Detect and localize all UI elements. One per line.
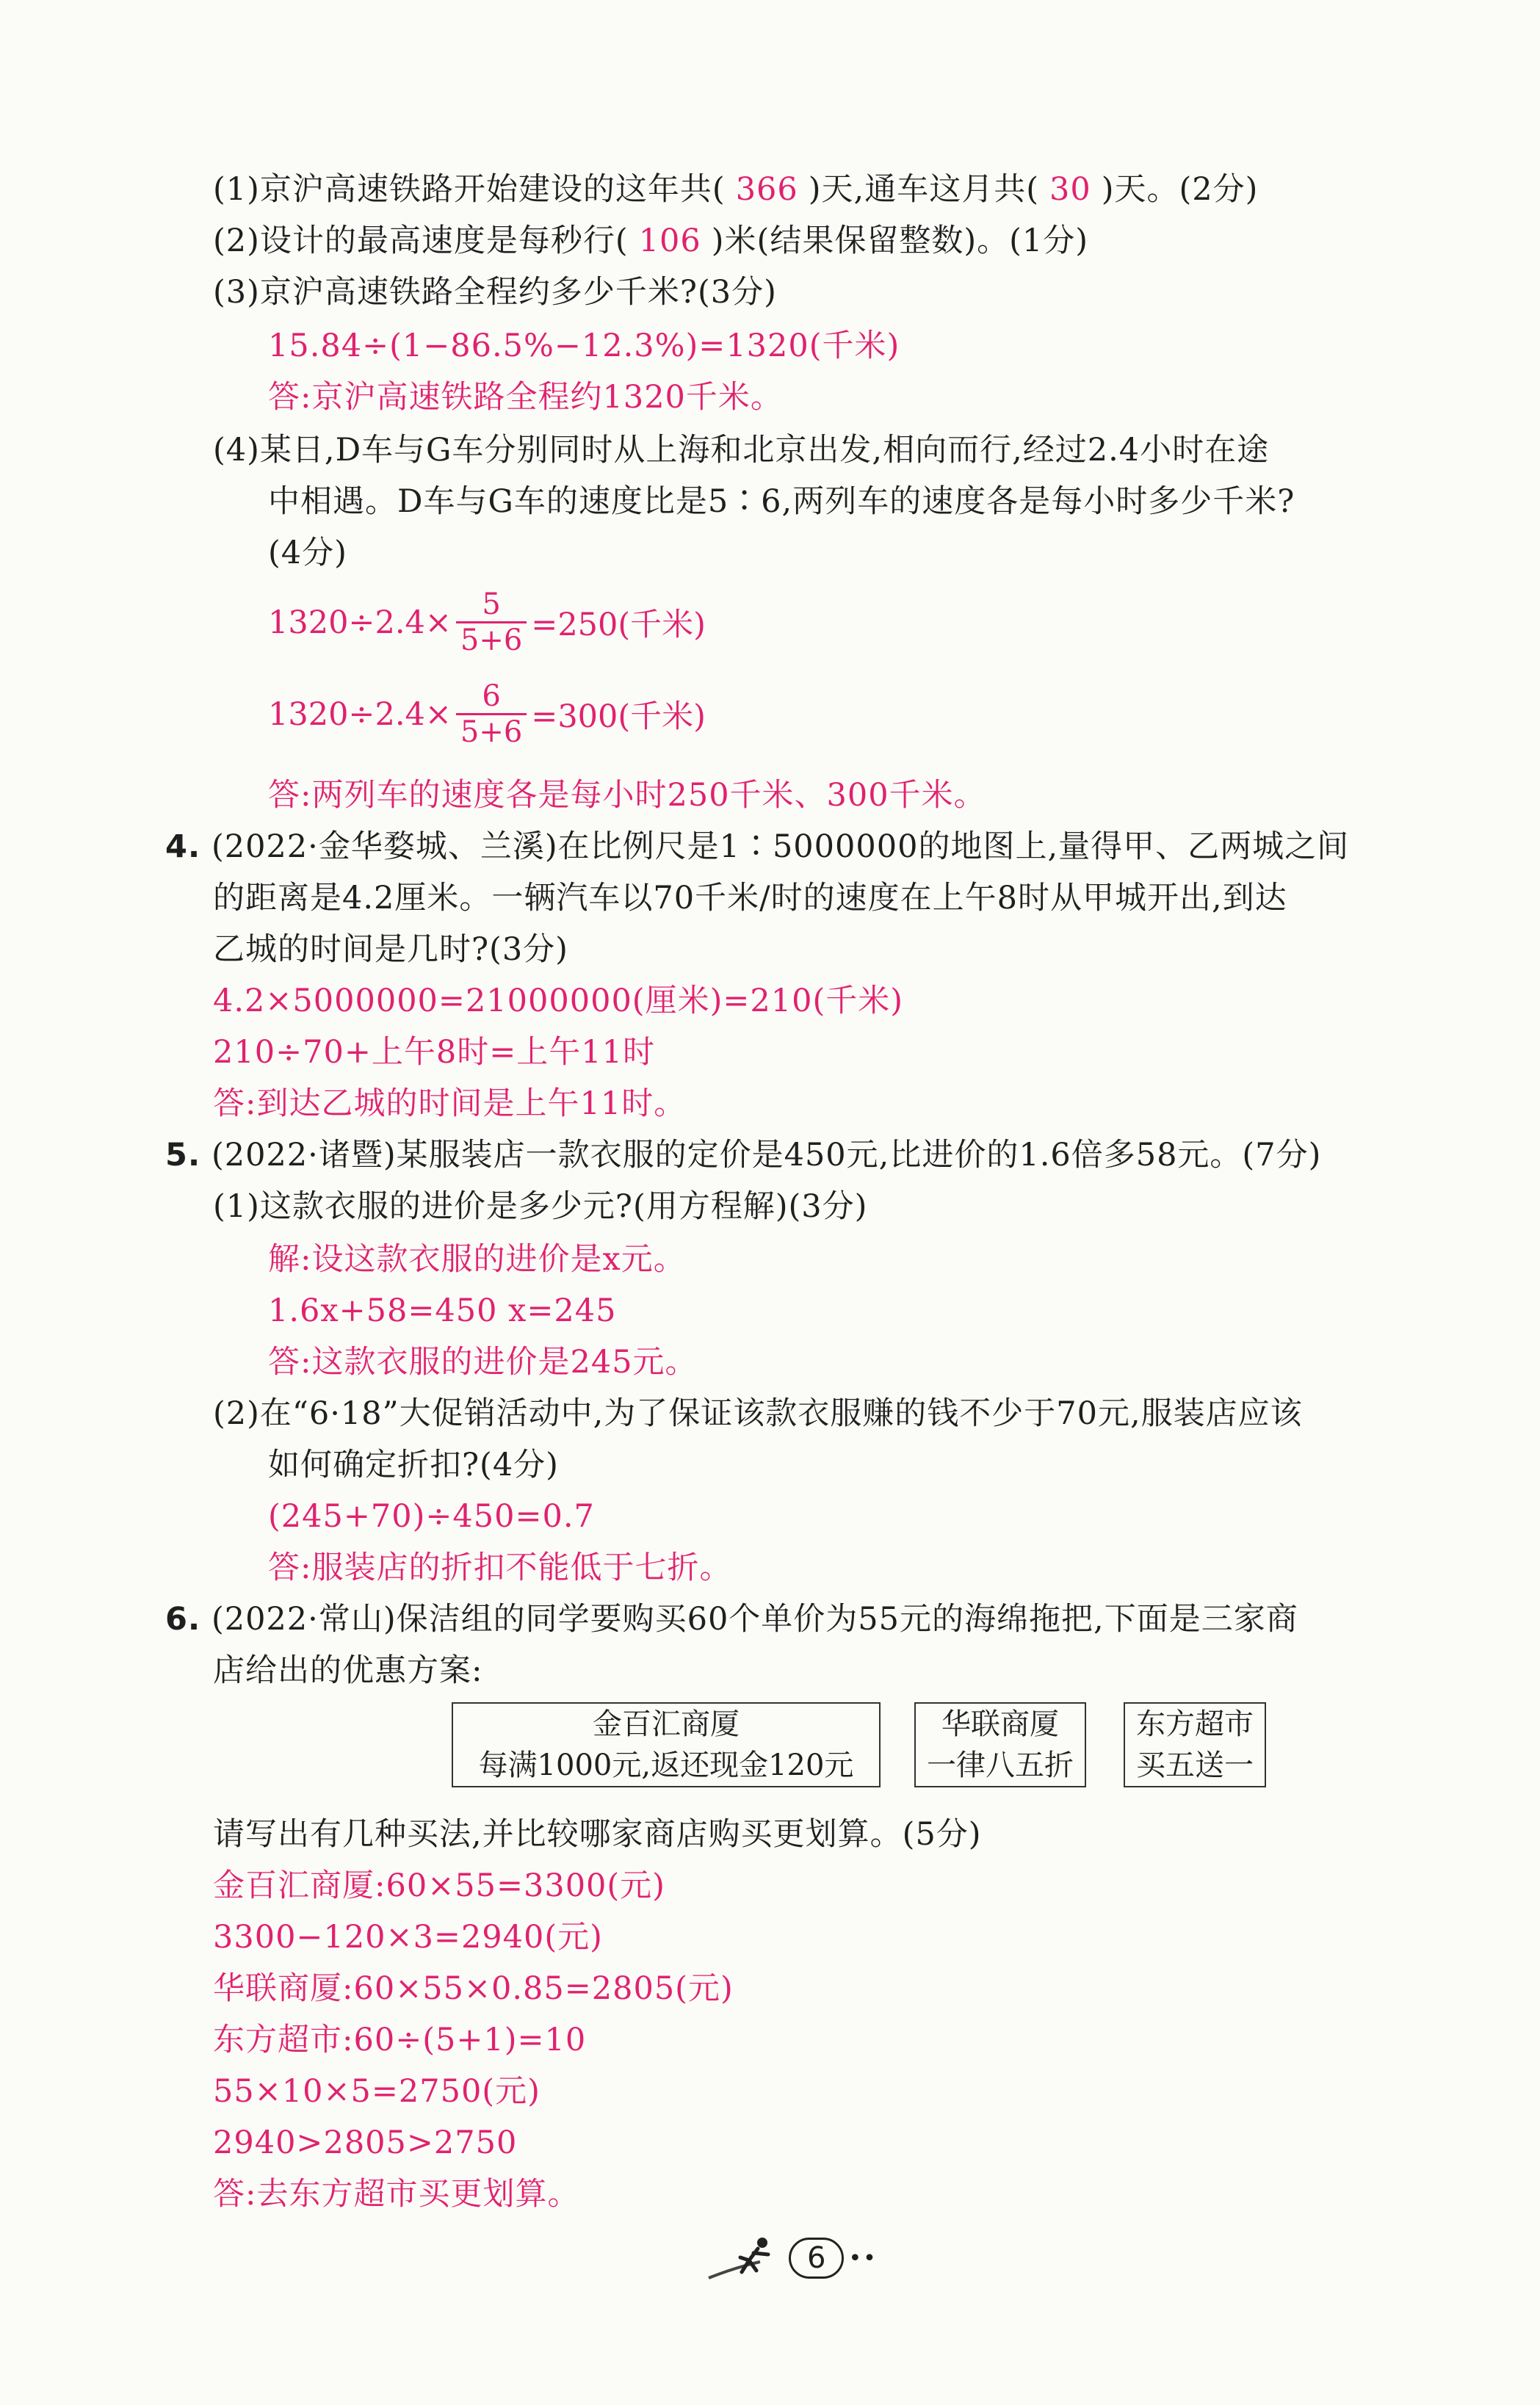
q3-part1 (213, 169, 1258, 210)
q6-number: 6. (165, 1601, 201, 1638)
q5-part1-question: (1)这款衣服的进价是多少元?(用方程解)(3分) (213, 1188, 868, 1225)
fraction-denominator: 5+6 (456, 621, 527, 657)
q3-part4-calc1 (268, 587, 706, 657)
q6-solution-2: 3300−120×3=2940(元) (213, 1919, 603, 1956)
q3-part1-answer-b: 30 (1049, 171, 1091, 208)
q3-part3-answer: 答:京沪高速铁路全程约1320千米。 (268, 379, 783, 416)
q3-part2 (213, 220, 1088, 261)
q3-part4-calc2 (268, 679, 706, 749)
q3-part1-text-b: )天,通车这月共( (808, 171, 1039, 208)
q4-line3: 乙城的时间是几时?(3分) (213, 931, 568, 968)
q3-part4-calc2-post: =300(千米) (531, 698, 706, 735)
q6-line1 (165, 1599, 1298, 1640)
q3-part4-calc2-fraction (456, 679, 527, 749)
q3-part4-question-line3: (4分) (268, 535, 347, 571)
page-number: 6 (789, 2238, 844, 2279)
q3-part4-calc2-pre: 1320÷2.4× (268, 695, 452, 733)
q3-part1-text-a: (1)京沪高速铁路开始建设的这年共( (213, 171, 726, 208)
q3-part1-text-c: )天。(2分) (1101, 171, 1259, 208)
q4-calc2: 210÷70+上午8时=上午11时 (213, 1034, 655, 1071)
q5-part2-question-line2: 如何确定折扣?(4分) (268, 1447, 559, 1483)
q3-part4-calc1-fraction (456, 587, 527, 657)
fraction-denominator: 5+6 (456, 713, 527, 749)
q3-part2-text-a: (2)设计的最高速度是每秒行( (213, 223, 629, 259)
q3-part4-calc1-post: =250(千米) (531, 607, 706, 643)
runner-icon (705, 2232, 786, 2284)
q4-answer: 答:到达乙城的时间是上午11时。 (213, 1085, 687, 1122)
q4-text-line1: (2022·金华婺城、兰溪)在比例尺是1∶5000000的地图上,量得甲、乙两城之间 (211, 828, 1350, 865)
q6-text-line1: (2022·常山)保洁组的同学要购买60个单价为55元的海绵拖把,下面是三家商 (211, 1601, 1298, 1638)
store-box-hualian (914, 1702, 1086, 1787)
q3-part3-calc: 15.84÷(1−86.5%−12.3%)=1320(千米) (268, 328, 900, 364)
page-footer (705, 2232, 878, 2284)
q3-part4-answer: 答:两列车的速度各是每小时250千米、300千米。 (268, 777, 986, 814)
q5-part1-step1: 解:设这款衣服的进价是x元。 (268, 1241, 686, 1278)
q3-part4-calc1-pre: 1320÷2.4× (268, 604, 452, 641)
q5-number: 5. (165, 1137, 201, 1173)
store-name: 金百汇商厦 (593, 1707, 740, 1741)
store-name: 东方超市 (1136, 1707, 1254, 1741)
q5-part1-step2: 1.6x+58=450 x=245 (268, 1292, 617, 1329)
store-name: 华联商厦 (941, 1707, 1059, 1741)
q3-part3-question: (3)京沪高速铁路全程约多少千米?(3分) (213, 274, 777, 311)
store-box-jinbaihui (452, 1702, 881, 1787)
q6-solution-1: 金百汇商厦:60×55=3300(元) (213, 1867, 665, 1904)
q4-number: 4. (165, 828, 201, 865)
footer-dots: •• (848, 2245, 878, 2271)
q4-line1 (165, 826, 1349, 867)
q3-part2-text-b: )米(结果保留整数)。(1分) (711, 223, 1089, 259)
store-offer: 一律八五折 (927, 1748, 1074, 1782)
q6-solution-4: 东方超市:60÷(5+1)=10 (213, 2022, 587, 2058)
q3-part4-question-line2: 中相遇。D车与G车的速度比是5∶6,两列车的速度各是每小时多少千米? (268, 483, 1295, 520)
q6-line2: 店给出的优惠方案: (213, 1652, 483, 1689)
q6-answer: 答:去东方超市买更划算。 (213, 2176, 580, 2213)
store-box-dongfang (1124, 1702, 1266, 1787)
q5-text-line1: (2022·诸暨)某服装店一款衣服的定价是450元,比进价的1.6倍多58元。(7分) (211, 1137, 1322, 1173)
fraction-numerator: 5 (482, 587, 501, 621)
q6-solution-3: 华联商厦:60×55×0.85=2805(元) (213, 1970, 734, 2007)
q6-question: 请写出有几种买法,并比较哪家商店购买更划算。(5分) (213, 1816, 982, 1853)
q5-part1-answer: 答:这款衣服的进价是245元。 (268, 1344, 698, 1381)
q4-line2: 的距离是4.2厘米。一辆汽车以70千米/时的速度在上午8时从甲城开出,到达 (213, 880, 1287, 916)
q4-calc1: 4.2×5000000=21000000(厘米)=210(千米) (213, 983, 904, 1019)
q6-solution-6: 2940>2805>2750 (213, 2124, 518, 2161)
q5-line1 (165, 1135, 1321, 1176)
store-offer: 每满1000元,返还现金120元 (478, 1748, 854, 1782)
q5-part2-calc: (245+70)÷450=0.7 (268, 1498, 595, 1535)
q5-part2-question-line1: (2)在“6·18”大促销活动中,为了保证该款衣服赚的钱不少于70元,服装店应该 (213, 1395, 1303, 1432)
q3-part4-question-line1: (4)某日,D车与G车分别同时从上海和北京出发,相向而行,经过2.4小时在途 (213, 432, 1270, 469)
q3-part1-answer-a: 366 (735, 171, 798, 208)
fraction-numerator: 6 (482, 679, 501, 713)
q5-part2-answer: 答:服装店的折扣不能低于七折。 (268, 1549, 732, 1586)
q3-part2-answer: 106 (638, 223, 701, 259)
q6-solution-5: 55×10×5=2750(元) (213, 2073, 541, 2110)
store-offer: 买五送一 (1136, 1748, 1254, 1782)
